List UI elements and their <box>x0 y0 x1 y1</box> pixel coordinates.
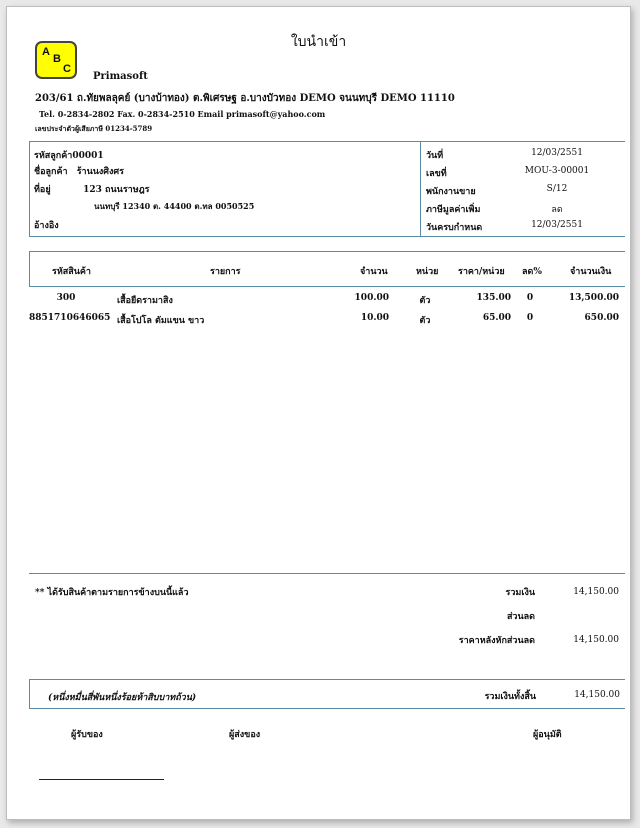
items-end-rule <box>29 573 625 574</box>
date-label: วันที่ <box>426 151 444 161</box>
customer-reference <box>34 218 68 232</box>
col-description-header: รายการ <box>210 267 241 277</box>
salesperson-label: พนักงานขาย <box>426 187 476 197</box>
row-amount: 13,500.00 <box>568 293 619 303</box>
discount-label: ส่วนลด <box>506 612 535 622</box>
row-unit: ตัว <box>419 296 431 306</box>
due-date-label: วันครบกำหนด <box>426 223 483 233</box>
receipt-note: ** ได้รับสินค้าตามรายการข้างบนนี้แล้ว <box>35 588 189 598</box>
col-amount-header: จำนวนเงิน <box>570 267 612 277</box>
company-address: 203/61 ถ.ทัยพลลุคย์ (บางบ้าทอง) ต.พิเศรษฐ อ.บางบัวทอง DEMO จนนทบุรี DEMO 11110 <box>35 93 455 104</box>
logo-letter-c: C <box>63 63 71 75</box>
vat-label: ภาษีมูลค่าเพิ่ม <box>426 205 481 215</box>
table-row <box>29 293 625 307</box>
row-price: 135.00 <box>476 293 511 303</box>
row-price: 65.00 <box>482 313 511 323</box>
salesperson-value: S/12 <box>546 184 568 194</box>
row-discount: 0 <box>526 293 534 303</box>
row-qty: 10.00 <box>360 313 389 323</box>
table-row <box>29 313 625 327</box>
row-discount: 0 <box>526 313 534 323</box>
row-description: เสื้อยืดรามาสิง <box>117 296 173 306</box>
due-date-value: 12/03/2551 <box>531 220 583 230</box>
row-unit: ตัว <box>419 316 431 326</box>
grand-total-value: 14,150.00 <box>574 690 620 700</box>
approver-signature-label: ผู้อนุมัติ <box>533 730 562 740</box>
after-discount-value: 14,150.00 <box>573 635 619 645</box>
date-value: 12/03/2551 <box>531 148 583 158</box>
header-divider <box>420 142 421 236</box>
customer-code-value: 00001 <box>72 151 104 161</box>
row-qty: 100.00 <box>354 293 389 303</box>
customer-name <box>34 164 124 178</box>
invoice-page <box>6 6 631 820</box>
logo-letter-a: A <box>42 46 50 58</box>
customer-reference-label: อ้างอิง <box>34 221 59 231</box>
customer-address-label: ที่อยู่ <box>34 185 51 195</box>
logo-letter-b: B <box>53 53 61 65</box>
grand-total-box <box>29 679 625 709</box>
row-amount: 650.00 <box>584 313 619 323</box>
col-price-header: ราคา/หน่วย <box>458 267 505 277</box>
items-table-header <box>29 251 625 287</box>
sender-signature-label: ผู้ส่งของ <box>229 730 261 740</box>
doc-number-label: เลขที่ <box>426 169 447 179</box>
col-qty-header: จำนวน <box>360 267 388 277</box>
customer-address <box>34 182 150 196</box>
company-logo <box>35 41 77 79</box>
doc-number-value: MOU-3-00001 <box>524 166 590 176</box>
col-discount-header: ลด% <box>522 267 542 277</box>
customer-address-line2: นนทบุรี 12340 ต. 44400 ต.ทล 0050525 <box>94 201 255 211</box>
header-info-box <box>29 141 625 237</box>
customer-code <box>34 148 104 162</box>
customer-name-label: ชื่อลูกค้า <box>34 167 68 177</box>
row-code: 8851710646065 <box>29 313 111 323</box>
amount-in-words: (หนึ่งหมื่นสี่พันหนึ่งร้อยห้าสิบบาทถ้วน) <box>48 693 197 703</box>
row-code: 300 <box>56 293 76 303</box>
customer-code-label: รหัสลูกค้า <box>34 151 73 161</box>
customer-name-value: ร้านนงศิงศร <box>76 167 124 177</box>
company-name: Primasoft <box>93 71 148 82</box>
vat-value: ลด <box>551 205 563 215</box>
col-unit-header: หน่วย <box>416 267 439 277</box>
signature-line <box>39 779 164 780</box>
document-title: ใบนำเข้า <box>290 34 347 50</box>
row-description: เสื้อโปโล ตัมแขน ขาว <box>117 316 205 326</box>
col-code-header: รหัสสินค้า <box>52 267 91 277</box>
subtotal-label: รวมเงิน <box>505 588 535 598</box>
company-tax-id: เลขประจำตัวผู้เสียภาษี 01234-5789 <box>35 124 153 133</box>
subtotal-value: 14,150.00 <box>573 587 619 597</box>
after-discount-label: ราคาหลังหักส่วนลด <box>458 636 535 646</box>
customer-address-line1: 123 ถนนราษฎร <box>83 185 150 195</box>
grand-total-label: รวมเงินทั้งสิ้น <box>484 692 536 702</box>
company-contact: Tel. 0-2834-2802 Fax. 0-2834-2510 Email primasoft@yahoo.com <box>39 109 326 119</box>
receiver-signature-label: ผู้รับของ <box>71 730 103 740</box>
